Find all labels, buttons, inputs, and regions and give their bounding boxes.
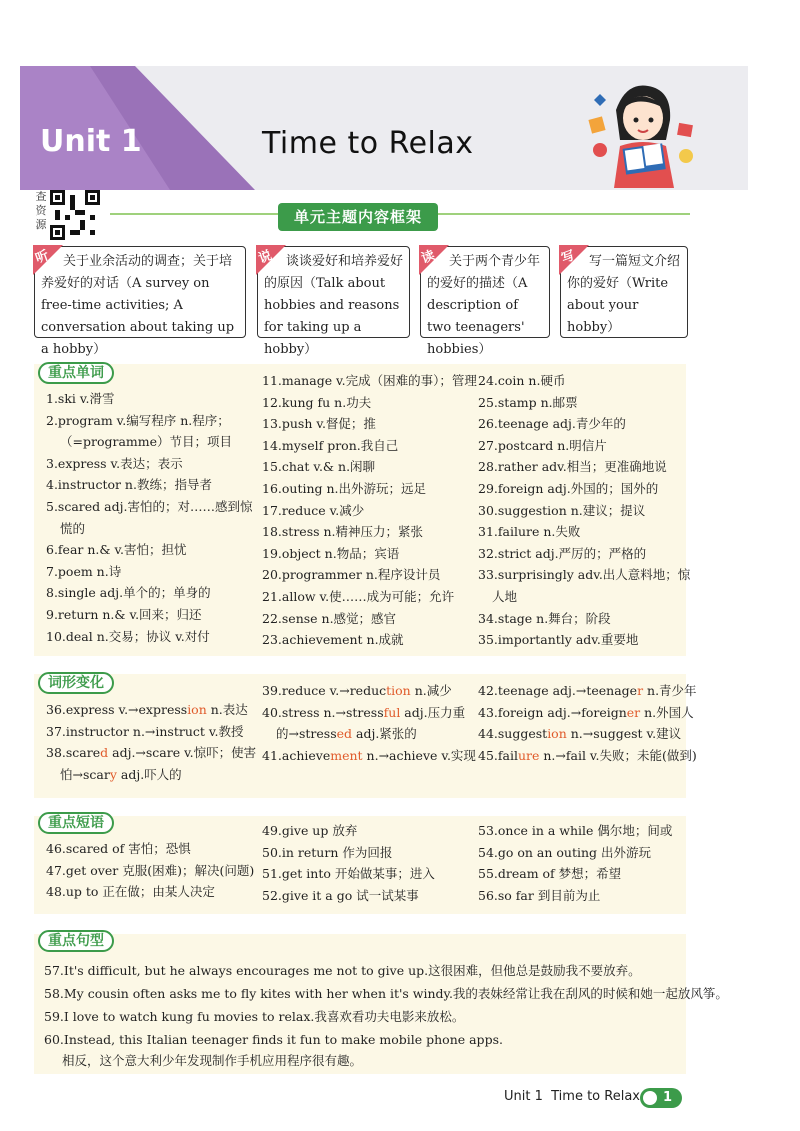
footer-running-title: Unit 1 Time to Relax <box>504 1089 640 1104</box>
list-item: 31.failure n.失败 <box>478 524 581 540</box>
list-item: 怕→scary adj.吓人的 <box>60 766 182 782</box>
vocab-title: 重点单词 <box>38 362 114 384</box>
list-item: 15.chat v.& n.闲聊 <box>262 459 376 475</box>
list-item: 人地 <box>492 588 518 604</box>
sentence-translation: 相反，这个意大利少年发现制作手机应用程序很有趣。 <box>62 1053 363 1068</box>
section-banner: 单元主题内容框架 <box>278 203 438 231</box>
list-item: 42.teenage adj.→teenager n.青少年 <box>478 683 697 698</box>
list-item: 16.outing n.出外游玩；远足 <box>262 480 427 496</box>
list-item: 43.foreign adj.→foreigner n.外国人 <box>478 704 694 720</box>
listening-badge-icon: 听 <box>33 245 63 275</box>
list-item: 44.suggestion n.→suggest v.建议 <box>478 726 682 742</box>
sentence-item: 60.Instead, this Italian teenager finds it fun to make mobile phone apps. <box>44 1032 503 1047</box>
list-item: 28.rather adv.相当；更准确地说 <box>478 459 667 475</box>
list-item: 7.poem n.诗 <box>46 563 122 579</box>
page-number: 1 <box>640 1088 682 1108</box>
wordforms-title: 词形变化 <box>38 672 114 694</box>
list-item: 14.myself pron.我自己 <box>262 437 399 453</box>
wordforms-col-3 <box>478 680 697 766</box>
unit-label: Unit 1 <box>40 124 142 159</box>
sentences-title: 重点句型 <box>38 930 114 952</box>
list-item: 33.surprisingly adv.出人意料地；惊 <box>478 567 691 583</box>
sentence-item: 58.My cousin often asks me to fly kites with her when it's windy.我的表妹经常让我在刮风的时候和她一起放风筝。 <box>44 986 728 1001</box>
list-item: 8.single adj.单个的；单身的 <box>46 585 211 601</box>
skill-box-speaking: 说 谈谈爱好和培养爱好的原因（Talk about hobbies and reasons for taking up a hobby） <box>257 246 410 338</box>
list-item: 36.express v.→expression n.表达 <box>46 702 248 717</box>
unit-title: Time to Relax <box>262 126 474 161</box>
list-item: 18.stress n.精神压力；紧张 <box>262 524 424 540</box>
list-item: 45.failure n.→fail v.失败；未能(做到) <box>478 747 697 763</box>
list-item: 30.suggestion n.建议；提议 <box>478 502 646 518</box>
list-item: 21.allow v.使……成为可能；允许 <box>262 588 455 604</box>
list-item: 49.give up 放弃 <box>262 823 358 838</box>
list-item: 23.achievement n.成就 <box>262 632 404 648</box>
list-item: 27.postcard n.明信片 <box>478 437 607 453</box>
list-item: 55.dream of 梦想；希望 <box>478 866 622 882</box>
list-item: 5.scared adj.害怕的；对……感到惊 <box>46 498 253 514</box>
list-item: 26.teenage adj.青少年的 <box>478 416 626 432</box>
girl-reading-illustration <box>586 80 698 188</box>
phrases-col-1 <box>46 838 261 903</box>
vocab-col-2 <box>262 370 477 651</box>
list-item: 6.fear n.& v.害怕；担忧 <box>46 542 187 558</box>
list-item: 56.so far 到目前为止 <box>478 887 601 903</box>
list-item: 4.instructor n.教练；指导者 <box>46 477 212 493</box>
list-item: 12.kung fu n.功夫 <box>262 394 372 410</box>
list-item: 22.sense n.感觉；感官 <box>262 610 397 626</box>
phrases-col-2 <box>262 820 474 906</box>
sentence-item: 59.I love to watch kung fu movies to relax.我喜欢看功夫电影来放松。 <box>44 1009 465 1024</box>
speaking-badge-icon: 说 <box>256 245 286 275</box>
list-item: 13.push v.督促；推 <box>262 416 376 432</box>
list-item: 10.deal n.交易；协议 v.对付 <box>46 628 210 644</box>
list-item: 1.ski v.滑雪 <box>46 391 115 406</box>
writing-badge-icon: 写 <box>559 245 589 275</box>
reading-badge-icon: 读 <box>419 245 449 275</box>
list-item: 3.express v.表达；表示 <box>46 455 183 471</box>
list-item: 46.scared of 害怕；恐惧 <box>46 841 191 856</box>
page-marker-icon <box>643 1091 657 1105</box>
sentence-item: 57.It's difficult, but he always encourages me not to give up.这很困难，但他总是鼓励我不要放弃。 <box>44 963 641 978</box>
phrases-col-3 <box>478 820 686 906</box>
list-item: 32.strict adj.严厉的；严格的 <box>478 545 647 561</box>
list-item: 37.instructor n.→instruct v.教授 <box>46 723 244 739</box>
list-item: 38.scared adj.→scare v.惊吓；使害 <box>46 745 257 761</box>
skill-box-listening: 听 关于业余活动的调查；关于培养爱好的对话（A survey on free-time activities; A conversation about taking up a hobby） <box>34 246 246 338</box>
list-item: 慌的 <box>60 520 86 536</box>
list-item: 35.importantly adv.重要地 <box>478 632 639 648</box>
phrases-title: 重点短语 <box>38 812 114 834</box>
list-item: 50.in return 作为回报 <box>262 844 393 860</box>
list-item: 47.get over 克服(困难)；解决(问题) <box>46 862 255 878</box>
list-item: 29.foreign adj.外国的；国外的 <box>478 480 659 496</box>
list-item: 40.stress n.→stressful adj.压力重 <box>262 704 466 720</box>
qr-label: 查 资 源 <box>35 190 47 231</box>
list-item: 2.program v.编写程序 n.程序； <box>46 412 230 428</box>
list-item: （=programme）节目；项目 <box>60 434 233 450</box>
list-item: 39.reduce v.→reduction n.减少 <box>262 683 452 698</box>
skill-box-reading: 读 关于两个青少年的爱好的描述（A description of two teenagers' hobbies） <box>420 246 550 338</box>
skill-box-writing: 写 写一篇短文介绍你的爱好（Write about your hobby） <box>560 246 688 338</box>
wordforms-col-2 <box>262 680 474 766</box>
vocab-col-1 <box>46 388 256 647</box>
list-item: 20.programmer n.程序设计员 <box>262 567 441 583</box>
list-item: 的→stressed adj.紧张的 <box>276 726 417 742</box>
list-item: 11.manage v.完成（困难的事）；管理 <box>262 373 477 388</box>
list-item: 9.return n.& v.回来；归还 <box>46 606 202 622</box>
list-item: 34.stage n.舞台；阶段 <box>478 610 611 626</box>
list-item: 24.coin n.硬币 <box>478 373 566 388</box>
list-item: 25.stamp n.邮票 <box>478 394 578 410</box>
list-item: 51.get into 开始做某事；进入 <box>262 866 435 882</box>
list-item: 17.reduce v.减少 <box>262 502 365 518</box>
list-item: 53.once in a while 偶尔地；间或 <box>478 823 673 838</box>
qr-code[interactable] <box>50 190 100 240</box>
list-item: 19.object n.物品；宾语 <box>262 545 400 561</box>
list-item: 54.go on an outing 出外游玩 <box>478 844 652 860</box>
list-item: 48.up to 正在做；由某人决定 <box>46 884 215 900</box>
wordforms-col-1 <box>46 699 261 785</box>
vocab-col-3 <box>478 370 691 651</box>
list-item: 52.give it a go 试一试某事 <box>262 887 419 903</box>
list-item: 41.achievement n.→achieve v.实现 <box>262 747 476 763</box>
